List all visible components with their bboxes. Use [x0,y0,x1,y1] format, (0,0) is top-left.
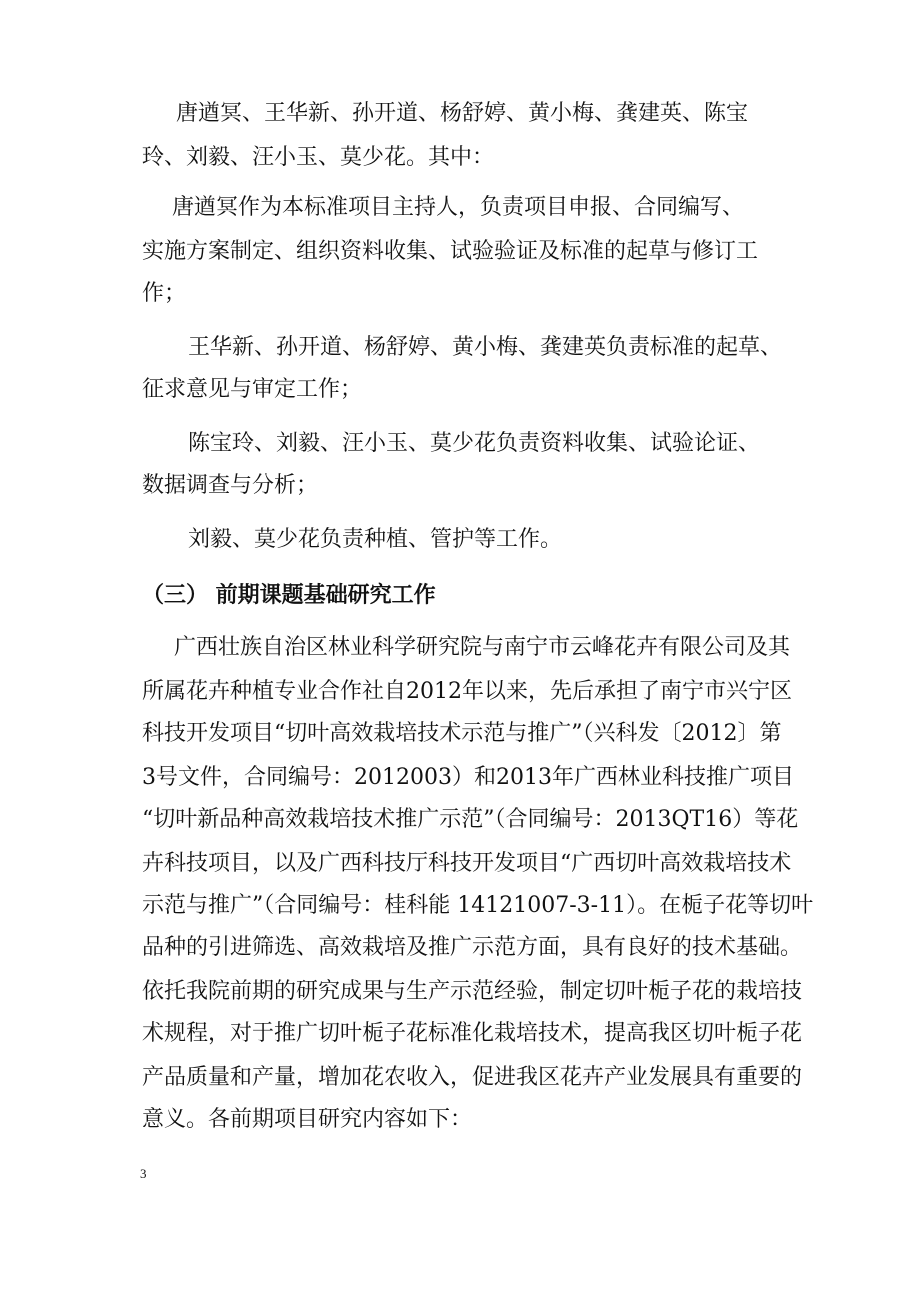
section-heading: （三） 前期课题基础研究工作 [142,583,436,608]
body-line12: 意义。各前期项目研究内容如下： [142,1107,473,1132]
para4-line1: 陈宝玲、刘毅、汪小玉、莫少花负责资料收集、试验论证、 [188,431,761,456]
body-line2: 所属花卉种植专业合作社自2012年以来，先后承担了南宁市兴宁区 [142,679,792,704]
para2-line3: 作； [142,281,187,306]
para3-line1: 王华新、孙开道、杨舒婷、黄小梅、龚建英负责标准的起草、 [188,335,783,360]
para5-line1: 刘毅、莫少花负责种植、管护等工作。 [188,527,563,552]
para2-line2: 实施方案制定、组织资料收集、试验验证及标准的起草与修订工 [142,239,759,264]
body-line1: 广西壮族自治区林业科学研究院与南宁市云峰花卉有限公司及其 [174,635,791,660]
body-line5: “切叶新品种高效栽培技术推广示范”（合同编号：2013QT16）等花 [142,807,799,832]
para1-line1: 唐遒冥、王华新、孙开道、杨舒婷、黄小梅、龚建英、陈宝 [176,101,749,126]
body-line8: 品种的引进筛选、高效栽培及推广示范方面，具有良好的技术基础。 [142,935,803,960]
para1-line2: 玲、刘毅、汪小玉、莫少花。其中： [142,145,495,170]
body-line7: 示范与推广”（合同编号：桂科能 14121007-3-11）。在栀子花等切叶 [142,893,814,918]
body-line4: 3号文件，合同编号：2012003）和2013年广西林业科技推广项目 [142,765,794,790]
body-line9: 依托我院前期的研究成果与生产示范经验，制定切叶栀子花的栽培技 [142,979,803,1004]
body-line11: 产品质量和产量，增加花农收入，促进我区花卉产业发展具有重要的 [142,1065,803,1090]
para2-line1: 唐遒冥作为本标准项目主持人，负责项目申报、合同编写、 [172,195,745,220]
para4-line2: 数据调查与分析； [142,473,319,498]
body-line6: 卉科技项目，以及广西科技厅科技开发项目“广西切叶高效栽培技术 [142,851,792,876]
body-line10: 术规程，对于推广切叶栀子花标准化栽培技术，提高我区切叶栀子花 [142,1021,803,1046]
page-number: 3 [140,1166,147,1181]
body-line3: 科技开发项目“切叶高效栽培技术示范与推广”（兴科发〔2012〕第 [142,721,782,746]
para3-line2: 征求意见与审定工作； [142,377,363,402]
